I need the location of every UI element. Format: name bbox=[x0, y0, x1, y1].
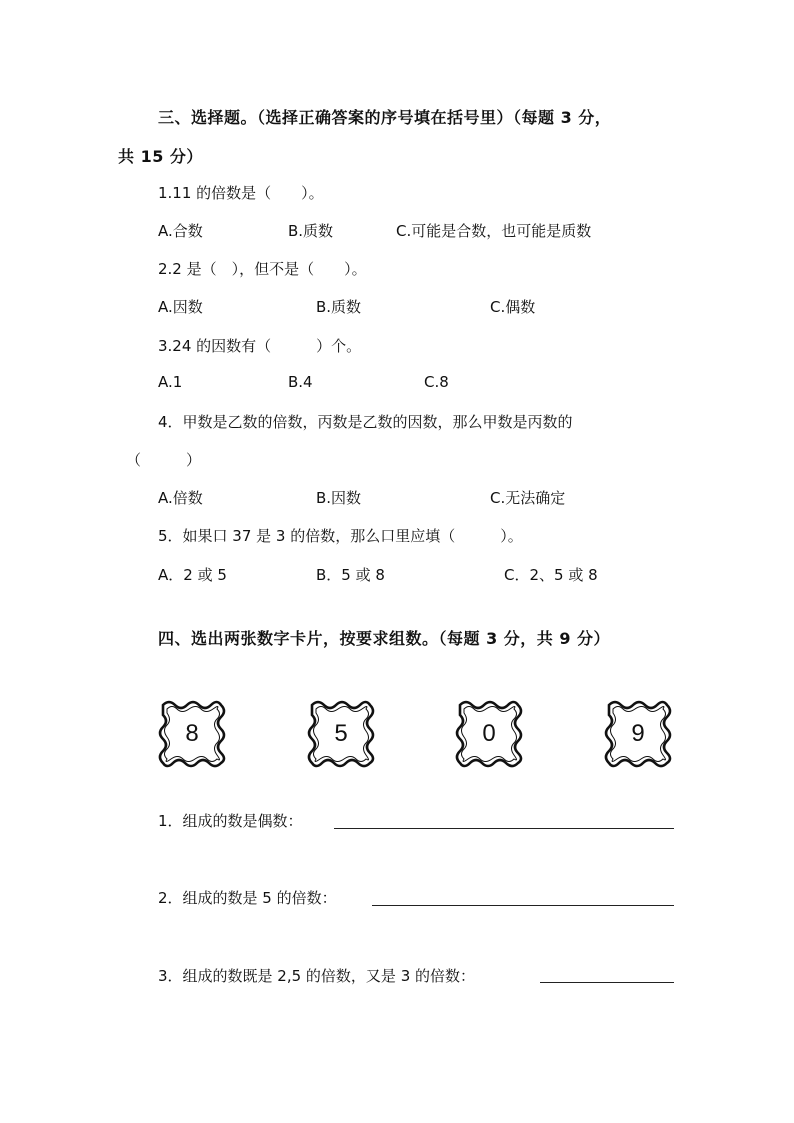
number-card bbox=[155, 697, 229, 771]
question-2-option-b: B.质数 bbox=[316, 298, 362, 316]
number-card bbox=[304, 697, 378, 771]
question-3-option-a: A.1 bbox=[158, 373, 183, 391]
question-3-stem: 3.24 的因数有（ ）个。 bbox=[158, 337, 362, 355]
card-digit: 5 bbox=[334, 720, 348, 747]
section4-heading: 四、选出两张数字卡片，按要求组数。（每题 3 分，共 9 分） bbox=[158, 629, 611, 648]
question-4-stem-line2: （ ） bbox=[126, 451, 202, 469]
question-4-option-c: C.无法确定 bbox=[490, 489, 566, 507]
section3-heading-line1: 三、选择题。（选择正确答案的序号填在括号里）（每题 3 分， bbox=[158, 108, 612, 127]
question-3-option-b: B.4 bbox=[288, 373, 313, 391]
question-4-option-b: B.因数 bbox=[316, 489, 362, 507]
fill-item-1-label: 1．组成的数是偶数： bbox=[158, 812, 303, 830]
question-3-option-c: C.8 bbox=[424, 373, 449, 391]
question-4-option-a: A.倍数 bbox=[158, 489, 203, 507]
answer-blank-1[interactable] bbox=[334, 828, 674, 829]
card-digit: 8 bbox=[185, 720, 199, 747]
question-5-option-c: C．2、5 或 8 bbox=[504, 566, 598, 584]
question-5-option-a: A．2 或 5 bbox=[158, 566, 227, 584]
fill-item-2-label: 2．组成的数是 5 的倍数： bbox=[158, 889, 337, 907]
question-1-stem: 1.11 的倍数是（ ）。 bbox=[158, 184, 324, 202]
number-card bbox=[452, 697, 526, 771]
card-digit: 0 bbox=[482, 720, 496, 747]
question-1-option-b: B.质数 bbox=[288, 222, 334, 240]
answer-blank-3[interactable] bbox=[540, 982, 674, 983]
card-digit: 9 bbox=[631, 720, 645, 747]
question-2-stem: 2.2 是（ ），但不是（ ）。 bbox=[158, 260, 367, 278]
question-1-option-c: C.可能是合数，也可能是质数 bbox=[396, 222, 592, 240]
number-card bbox=[601, 697, 675, 771]
answer-blank-2[interactable] bbox=[372, 905, 674, 906]
question-5-stem: 5．如果口 37 是 3 的倍数，那么口里应填（ ）。 bbox=[158, 527, 523, 545]
question-5-option-b: B．5 或 8 bbox=[316, 566, 385, 584]
fill-item-3-label: 3．组成的数既是 2,5 的倍数，又是 3 的倍数： bbox=[158, 967, 476, 985]
question-2-option-a: A.因数 bbox=[158, 298, 203, 316]
question-1-option-a: A.合数 bbox=[158, 222, 203, 240]
question-4-stem-line1: 4．甲数是乙数的倍数，丙数是乙数的因数，那么甲数是丙数的 bbox=[158, 413, 573, 431]
question-2-option-c: C.偶数 bbox=[490, 298, 536, 316]
section3-heading-line2: 共 15 分） bbox=[118, 147, 203, 166]
